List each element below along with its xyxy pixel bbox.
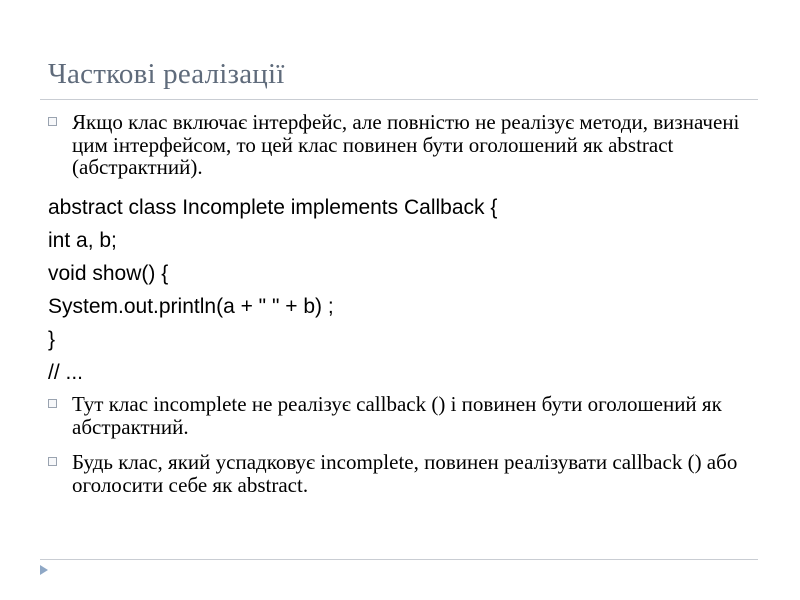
- bullet-text: Якщо клас включає інтерфейс, але повністю не реалізує методи, визначені цим інтерфейсом, то цей клас повинен бути оголошений як abstract (абстрактний).: [72, 110, 740, 179]
- code-line: }: [48, 328, 56, 351]
- code-line: System.out.println(a + " " + b) ;: [48, 295, 334, 318]
- bullet-item: [48, 393, 758, 438]
- play-arrow-icon[interactable]: [40, 565, 48, 575]
- title-divider: [40, 99, 758, 100]
- code-line: int a, b;: [48, 229, 117, 252]
- code-line: void show() {: [48, 262, 169, 285]
- bullet-square-icon: [48, 399, 57, 408]
- bullet-text: Будь клас, який успадковує incomplete, повинен реалізувати callback () або оголосити себе як abstract.: [72, 450, 738, 497]
- bullet-item: [48, 111, 758, 179]
- bullet-text: Тут клас incomplete не реалізує callback () і повинен бути оголошений як абстрактний.: [72, 392, 722, 439]
- bullet-square-icon: [48, 457, 57, 466]
- slide-title: Часткові реалізації: [48, 58, 285, 90]
- code-line: // ...: [48, 361, 84, 384]
- footer-divider: [40, 559, 758, 560]
- code-line: abstract class Incomplete implements Callback {: [48, 196, 498, 219]
- bullet-item: [48, 451, 758, 496]
- bullet-square-icon: [48, 117, 57, 126]
